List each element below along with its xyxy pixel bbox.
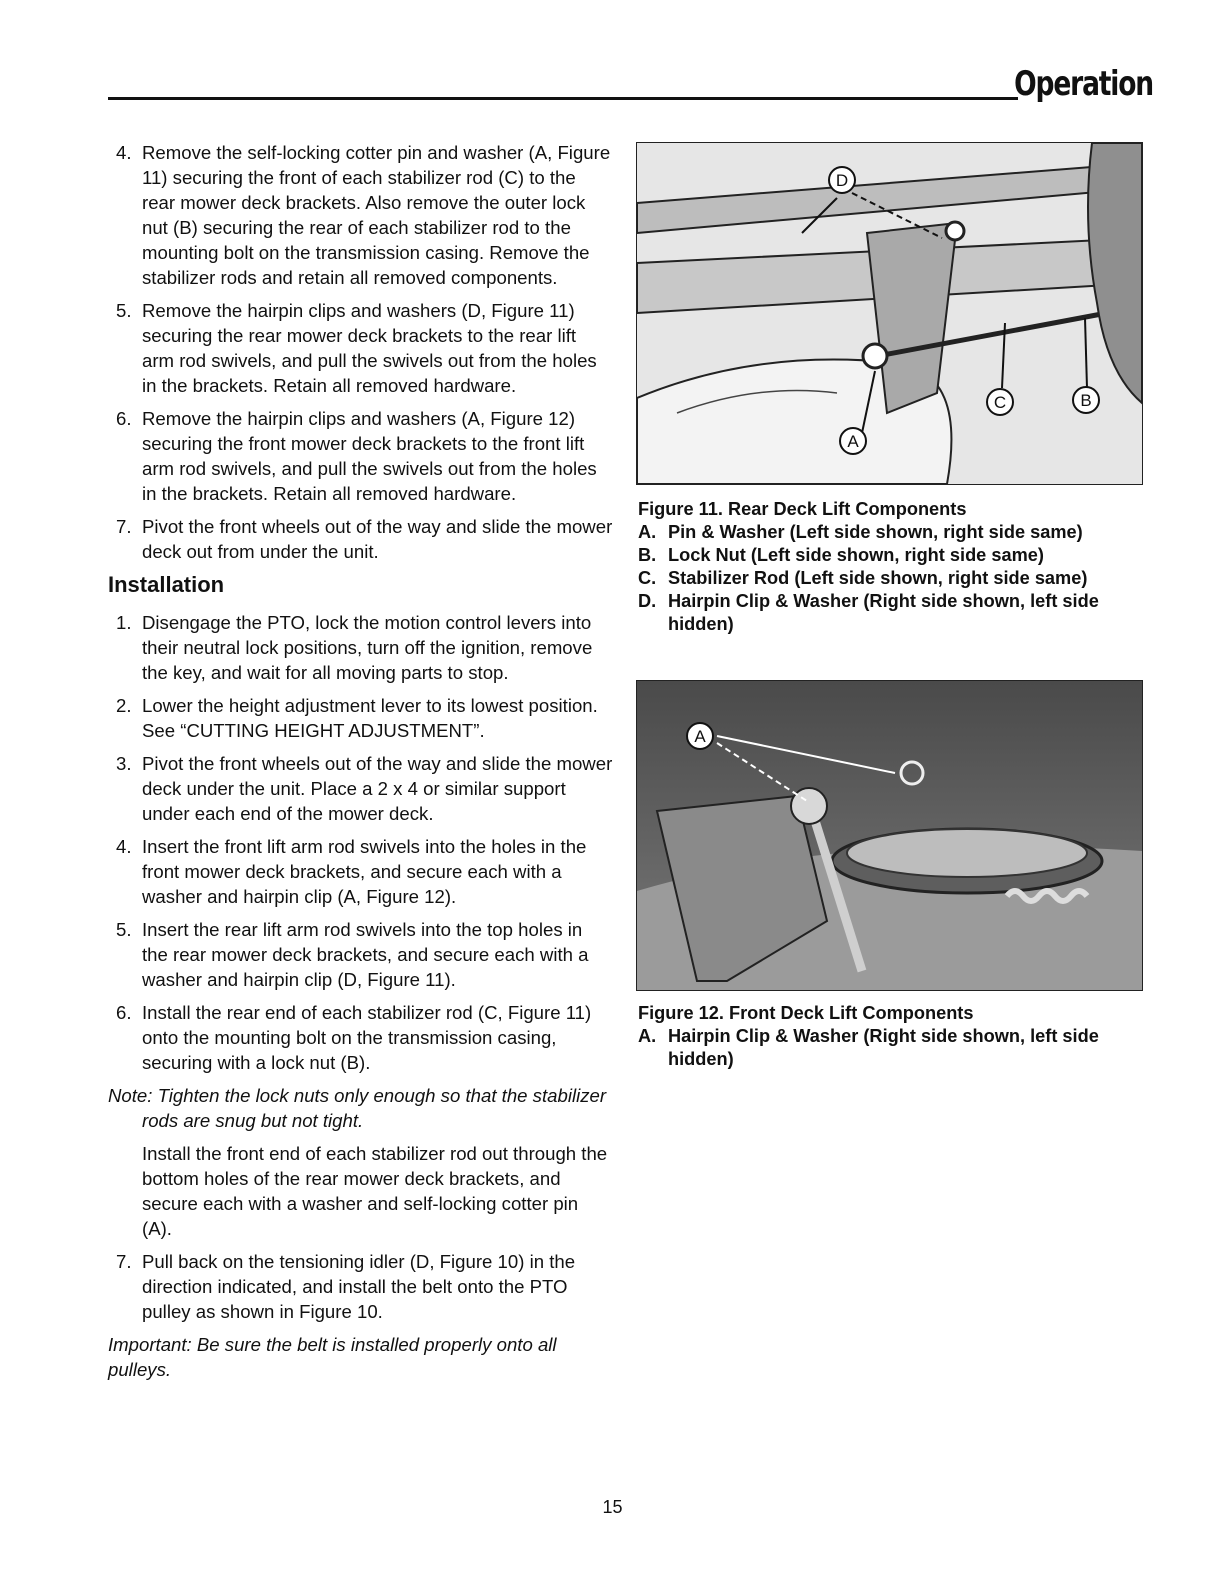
rear-deck-lift-illustration: [637, 143, 1142, 484]
figure-11-item-d: D. Hairpin Clip & Washer (Right side shown, left side hidden): [638, 591, 1099, 634]
removal-step-7: 7. Pivot the front wheels out of the way and slide the mower deck out from under the unit.: [116, 516, 613, 562]
callout-a-label: A: [694, 727, 706, 746]
installation-heading: Installation: [108, 572, 225, 597]
figure-12-image: [636, 680, 1143, 991]
section-title: Operation: [1014, 64, 1153, 104]
figure-11-title: Figure 11. Rear Deck Lift Components: [638, 499, 967, 519]
figure-12-item-a: A. Hairpin Clip & Washer (Right side shown, left side hidden): [638, 1026, 1099, 1069]
header-rule: [108, 97, 1018, 100]
figure-11-image: [636, 142, 1143, 485]
page-header: [108, 66, 1153, 106]
removal-step-6: 6. Remove the hairpin clips and washers (A, Figure 12) securing the front mower deck brackets to the front lift arm rod swivels, and pull the swivels out from the holes in the brackets. Retain all removed hardware.: [116, 408, 597, 504]
callout-a-label: A: [847, 432, 859, 451]
install-continuation: Install the front end of each stabilizer rod out through the bottom holes of the rear mower deck brackets, and secure each with a washer and self-locking cotter pin (A).: [142, 1143, 608, 1239]
removal-step-4: 4. Remove the self-locking cotter pin and washer (A, Figure 11) securing the front of each stabilizer rod (C) to the rear mower deck brackets. Also remove the outer lock nut (B) securing the rear of each stabilizer rod to the mounting bolt on the transmission casing. Remove the stabilizer rods and retain all removed components.: [116, 142, 611, 288]
figure-12-title: Figure 12. Front Deck Lift Components: [638, 1003, 974, 1023]
important-note: Important: Be sure the belt is installed properly onto all pulleys.: [108, 1334, 557, 1380]
install-step-7: 7. Pull back on the tensioning idler (D, Figure 10) in the direction indicated, and install the belt onto the PTO pulley as shown in Figure 10.: [116, 1251, 576, 1322]
install-step-2: 2. Lower the height adjustment lever to its lowest position. See “CUTTING HEIGHT ADJUSTMENT”.: [116, 695, 598, 741]
left-column: [108, 140, 613, 1382]
figure-11-caption: [638, 498, 1148, 636]
figure-11-item-b: B. Lock Nut (Left side shown, right side same): [638, 545, 1044, 565]
install-step-5: 5. Insert the rear lift arm rod swivels into the top holes in the rear mower deck brackets, and secure each with a washer and hairpin clip (D, Figure 11).: [116, 919, 589, 990]
install-step-4: 4. Insert the front lift arm rod swivels into the holes in the front mower deck brackets, and secure each with a washer and hairpin clip (A, Figure 12).: [116, 836, 587, 907]
figure-11-item-a: A. Pin & Washer (Left side shown, right side same): [638, 522, 1083, 542]
callout-c-label: C: [993, 393, 1007, 412]
figure-11-item-c: C. Stabilizer Rod (Left side shown, right side same): [638, 568, 1088, 588]
front-deck-lift-photo: [637, 681, 1142, 990]
removal-step-5: 5. Remove the hairpin clips and washers (D, Figure 11) securing the rear mower deck brackets to the rear lift arm rod swivels, and pull the swivels out from the holes in the brackets. Retain all removed hardware.: [116, 300, 597, 396]
callout-d-label: D: [835, 171, 849, 190]
install-step-1: 1. Disengage the PTO, lock the motion control levers into their neutral lock positions, turn off the ignition, remove the key, and wait for all moving parts to stop.: [116, 612, 593, 683]
install-step-3: 3. Pivot the front wheels out of the way and slide the mower deck under the unit. Place a 2 x 4 or similar support under each end of the mower deck.: [116, 753, 613, 824]
install-note: Note: Tighten the lock nuts only enough so that the stabilizer rods are snug but not tight.: [108, 1085, 607, 1131]
install-step-6: 6. Install the rear end of each stabilizer rod (C, Figure 11) onto the mounting bolt on the transmission casing, securing with a lock nut (B).: [116, 1002, 592, 1073]
callout-b-label: B: [1080, 391, 1092, 410]
page-number: 15: [602, 1497, 623, 1517]
figure-12-caption: [638, 1002, 1148, 1071]
